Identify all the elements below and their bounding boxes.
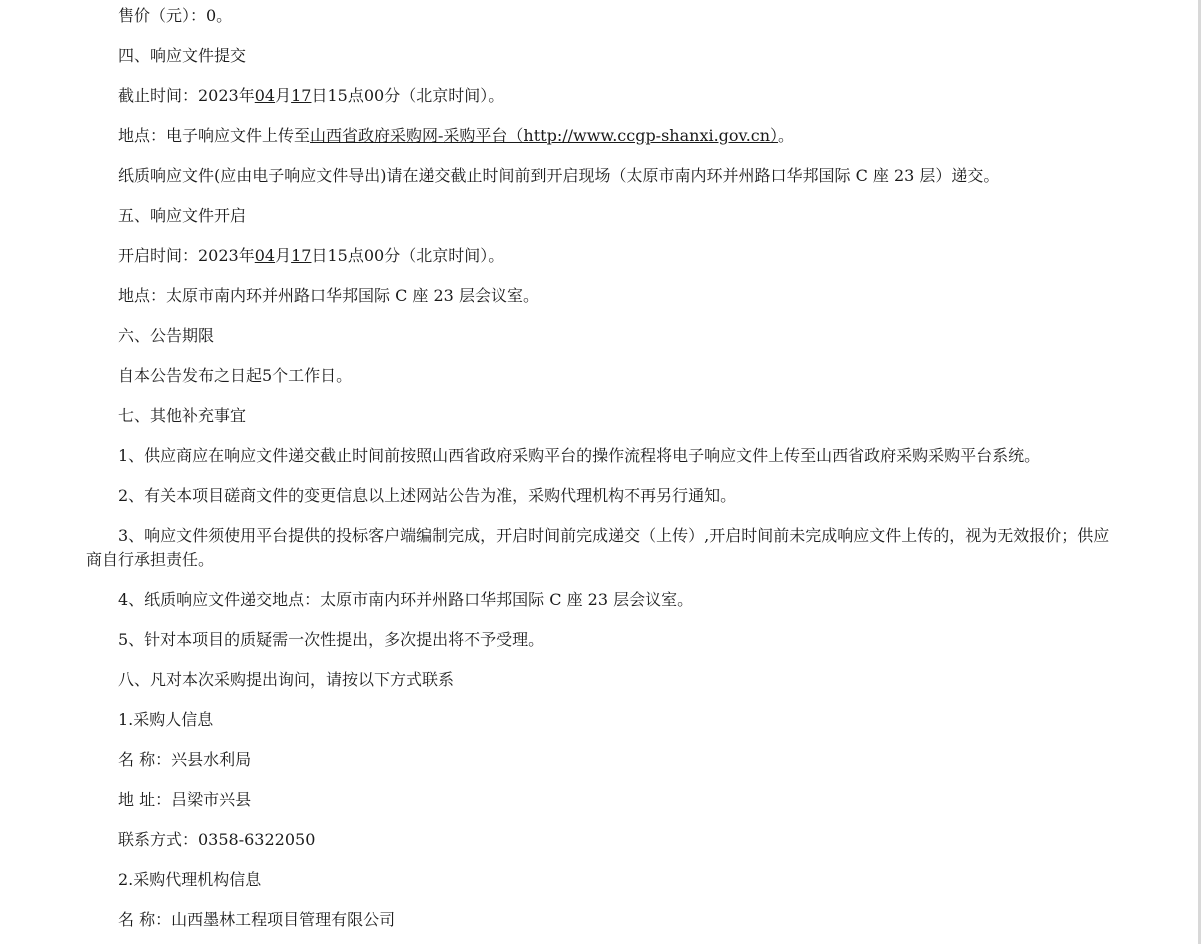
deadline-line — [86, 84, 1116, 108]
section-4-heading: 四、响应文件提交 — [118, 46, 247, 65]
buyer-address: 地 址：吕梁市兴县 — [118, 790, 252, 809]
open-prefix: 开启时间：2023年 — [118, 246, 255, 265]
buyer-info-heading: 1.采购人信息 — [118, 710, 214, 729]
section-7-heading: 七、其他补充事宜 — [118, 406, 247, 425]
upload-suffix: 。 — [778, 126, 795, 145]
deadline-month: 04 — [254, 86, 276, 105]
price-line: 售价（元）：0。 — [118, 6, 233, 25]
upload-location-line — [86, 124, 1116, 148]
deadline-day: 17 — [291, 86, 312, 105]
supplement-item-5: 5、针对本项目的质疑需一次性提出，多次提出将不予受理。 — [118, 630, 545, 649]
open-month: 04 — [254, 246, 276, 265]
buyer-name: 名 称：兴县水利局 — [118, 750, 252, 769]
agent-name: 名 称：山西墨林工程项目管理有限公司 — [118, 910, 396, 929]
deadline-month-suffix: 月 — [275, 86, 292, 105]
section-6-heading: 六、公告期限 — [118, 326, 215, 345]
paper-submission-line: 纸质响应文件(应由电子响应文件导出)请在递交截止时间前到开启现场（太原市南内环并州路口华邦国际 C 座 23 层）递交。 — [118, 166, 1000, 185]
buyer-contact: 联系方式：0358-6322050 — [118, 830, 316, 849]
supplement-item-1: 1、供应商应在响应文件递交截止时间前按照山西省政府采购平台的操作流程将电子响应文件上传至山西省政府采购采购平台系统。 — [118, 446, 1041, 465]
open-suffix: 日15点00分（北京时间）。 — [311, 246, 505, 265]
open-day: 17 — [291, 246, 312, 265]
section-5-heading: 五、响应文件开启 — [118, 206, 247, 225]
announcement-period-line: 自本公告发布之日起5个工作日。 — [118, 366, 353, 385]
upload-prefix: 地点：电子响应文件上传至 — [118, 126, 311, 145]
section-8-heading: 八、凡对本次采购提出询问，请按以下方式联系 — [118, 670, 455, 689]
agent-info-heading: 2.采购代理机构信息 — [118, 870, 262, 889]
deadline-prefix: 截止时间：2023年 — [118, 86, 255, 105]
opening-time-line — [86, 244, 1116, 268]
opening-location-line: 地点：太原市南内环并州路口华邦国际 C 座 23 层会议室。 — [118, 286, 539, 305]
procurement-platform-link[interactable]: 山西省政府采购网-采购平台（http://www.ccgp-shanxi.gov.cn） — [310, 126, 779, 145]
deadline-suffix: 日15点00分（北京时间）。 — [311, 86, 505, 105]
open-month-suffix: 月 — [275, 246, 292, 265]
supplement-item-2: 2、有关本项目磋商文件的变更信息以上述网站公告为准，采购代理机构不再另行通知。 — [118, 486, 737, 505]
supplement-item-3: 3、响应文件须使用平台提供的投标客户端编制完成，开启时间前完成递交（上传）,开启时间前未完成响应文件上传的，视为无效报价；供应商自行承担责任。 — [86, 526, 1110, 569]
supplement-item-4: 4、纸质响应文件递交地点：太原市南内环并州路口华邦国际 C 座 23 层会议室。 — [118, 590, 694, 609]
